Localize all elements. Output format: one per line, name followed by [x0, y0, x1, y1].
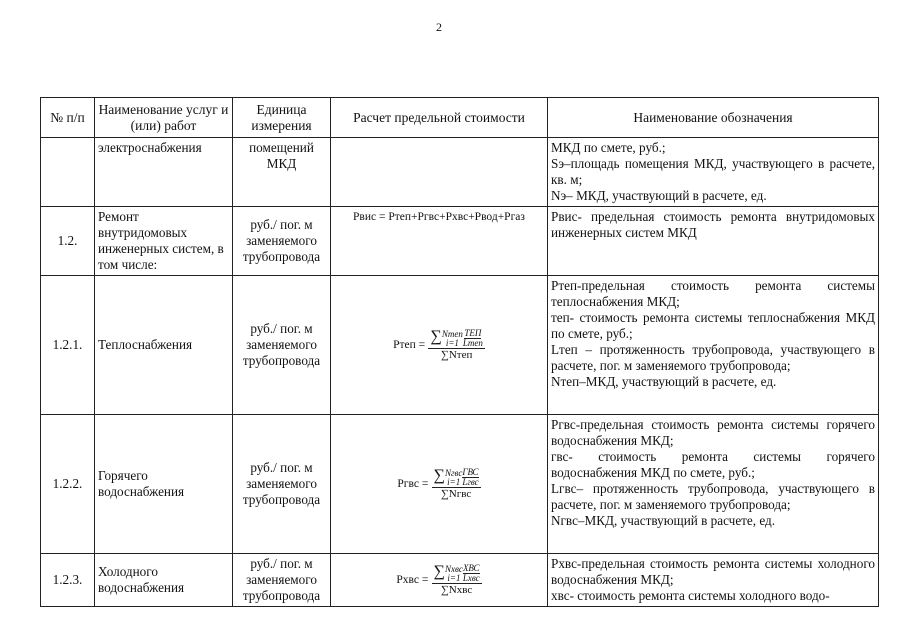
header-name: Наименование услуг и (или) работ	[95, 98, 233, 138]
cell-legend	[548, 276, 879, 415]
sum-lower: i=1	[445, 337, 459, 348]
unit-text: руб./ пог. м заменяемого трубопровода	[242, 556, 321, 603]
term-denominator: Lгвс	[462, 477, 479, 487]
formula-numerator	[432, 468, 481, 488]
formula-numerator	[432, 564, 482, 584]
sum-upper: Nгвс	[445, 467, 463, 478]
sum-symbol: ∑	[430, 328, 442, 346]
page-number: 2	[436, 20, 442, 34]
cell-legend: Pвис- предельная стоимость ремонта внутридомовых инженерных систем МКД	[548, 207, 879, 276]
sum-upper: Nтеп	[441, 328, 463, 339]
header-legend: Наименование обозначения	[548, 98, 879, 138]
formula-lhs: Pтеп =	[393, 339, 426, 352]
cell-name: Теплоснабжения	[95, 276, 233, 415]
legend-line: Pгвс-предельная стоимость ремонта системы горячего водоснабжения МКД;	[551, 417, 875, 448]
term-numerator: ТЕП	[464, 328, 482, 338]
table-row	[41, 554, 879, 607]
cell-num: 1.2.	[41, 207, 95, 276]
header-unit: Единица измерения	[233, 98, 331, 138]
cell-calc	[331, 138, 548, 207]
cost-table	[40, 97, 879, 607]
legend-line: Pтеп-предельная стоимость ремонта системы теплоснабжения МКД;	[551, 278, 875, 309]
sum-limits	[442, 330, 463, 348]
cell-num: 1.2.2.	[41, 415, 95, 554]
legend-line: Nгвс–МКД, участвующий в расчете, ед.	[551, 513, 776, 528]
formula-fraction	[432, 468, 481, 500]
cell-unit: помещений МКД	[233, 138, 331, 207]
term-fraction	[463, 564, 480, 583]
formula-denominator: ∑Nхвс	[440, 584, 473, 596]
cell-name: Горячего водоснабжения	[95, 415, 233, 554]
cell-formula: Pвис = Pтеп+Pгвс+Pхвс+Pвод+Pгаз	[331, 207, 548, 276]
table-row	[41, 207, 879, 276]
cell-name: Холодного водоснабжения	[95, 554, 233, 607]
term-fraction	[463, 329, 483, 348]
cell-num: 1.2.1.	[41, 276, 95, 415]
table-row	[41, 276, 879, 415]
sum-limits	[445, 565, 463, 583]
cell-unit: руб./ пог. м заменяемого трубопровода	[233, 415, 331, 554]
cell-formula	[331, 415, 548, 554]
legend-line: гвс- стоимость ремонта системы горячего водоснабжения МКД по смете, руб.;	[551, 449, 875, 480]
sum-symbol: ∑	[433, 563, 446, 581]
term-denominator: Lтеп	[462, 338, 483, 348]
cell-unit: руб./ пог. м заменяемого трубопровода	[233, 207, 331, 276]
legend-line: МКД по смете, руб.;	[551, 140, 666, 155]
cell-formula	[331, 276, 548, 415]
cell-name: Ремонт внутридомовых инженерных систем, в том числе:	[95, 207, 233, 276]
sum-upper: Nхвс	[445, 563, 463, 574]
header-calc: Расчет предельной стоимости	[331, 98, 548, 138]
legend-line: Pхвс-предельная стоимость ремонта системы холодного водоснабжения МКД;	[551, 556, 875, 587]
legend-line: теп- стоимость ремонта системы теплоснабжения МКД по смете, руб.;	[551, 310, 875, 341]
term-numerator: ГВС	[462, 467, 479, 477]
cell-formula	[331, 554, 548, 607]
formula-denominator: ∑Nгвс	[440, 488, 472, 500]
legend-line: Nтеп–МКД, участвующий в расчете, ед.	[551, 374, 777, 389]
legend-line: хвс- стоимость ремонта системы холодного водо-	[551, 588, 830, 603]
formula-fraction	[428, 329, 484, 361]
header-row	[41, 98, 879, 138]
formula-lhs: Pгвс =	[397, 478, 429, 491]
cell-legend	[548, 554, 879, 607]
cell-legend	[548, 138, 879, 207]
table-row	[41, 138, 879, 207]
term-denominator: Lхвс	[462, 573, 480, 583]
cell-num	[41, 138, 95, 207]
cell-num: 1.2.3.	[41, 554, 95, 607]
cell-name: электроснабжения	[95, 138, 233, 207]
cell-unit	[233, 554, 331, 607]
cell-unit: руб./ пог. м заменяемого трубопровода	[233, 276, 331, 415]
legend-line: Lгвс– протяженность трубопровода, участвующего в расчете, пог. м заменяемого трубопровода;	[551, 481, 875, 512]
term-fraction	[462, 468, 478, 487]
sum-symbol: ∑	[433, 467, 446, 485]
sum-lower: i=1	[447, 476, 461, 487]
sum-lower: i=1	[447, 572, 461, 583]
formula-denominator: ∑Nтеп	[440, 349, 473, 361]
legend-line: Lтеп – протяженность трубопровода, участвующего в расчете, пог. м заменяемого трубопровода;	[551, 342, 875, 373]
cell-legend	[548, 415, 879, 554]
formula-numerator	[428, 329, 484, 349]
legend-line: Nэ– МКД, участвующий в расчете, ед.	[551, 188, 767, 203]
header-num: № п/п	[41, 98, 95, 138]
formula-lhs: Pхвс =	[396, 574, 429, 587]
sum-limits	[445, 469, 462, 487]
legend-line: Sэ–площадь помещения МКД, участвующего в расчете, кв. м;	[551, 156, 875, 187]
term-numerator: ХВС	[462, 563, 480, 573]
formula-fraction	[432, 564, 482, 596]
table-row	[41, 415, 879, 554]
